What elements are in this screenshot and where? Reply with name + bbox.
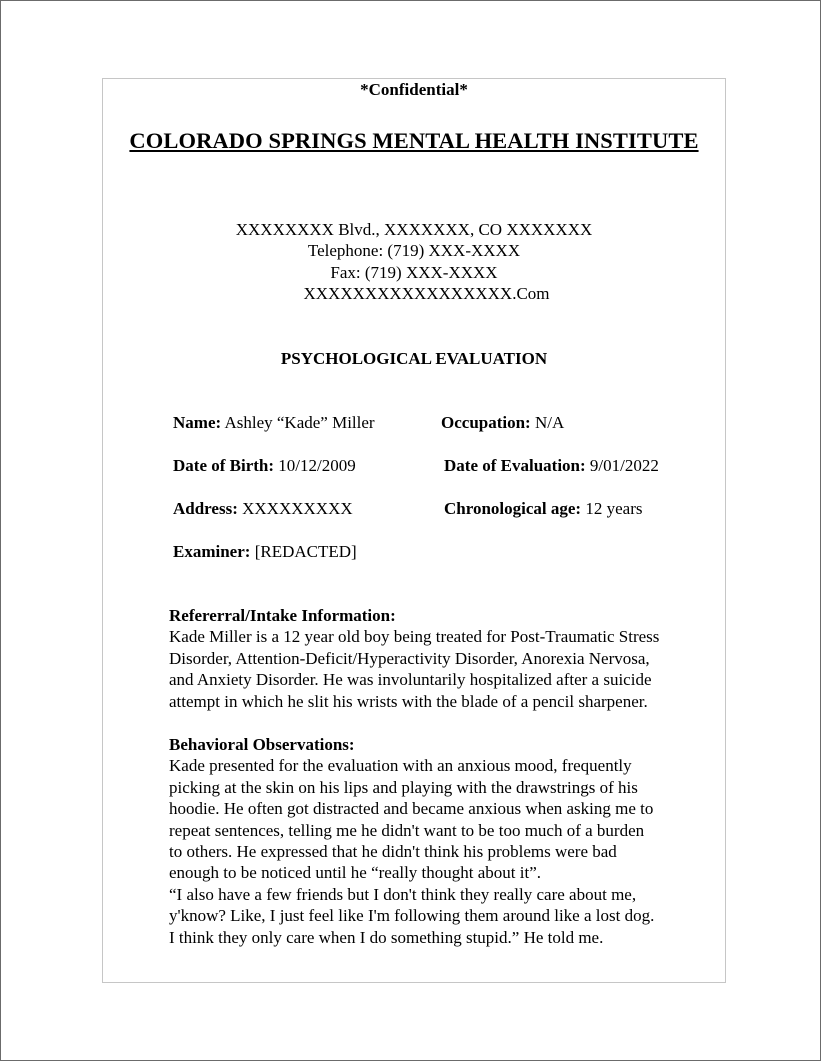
behavioral-line: repeat sentences, telling me he didn't want to be too much of a burden <box>169 820 645 840</box>
behavioral-section <box>169 734 654 948</box>
evaluation-date-label: Date of Evaluation: <box>444 456 586 475</box>
examiner-label: Examiner: <box>173 542 251 561</box>
dob-value: 10/12/2009 <box>278 456 356 475</box>
evaluation-date-field <box>444 456 659 476</box>
behavioral-line: Kade presented for the evaluation with an anxious mood, frequently <box>169 756 632 776</box>
occupation-value: N/A <box>534 413 565 432</box>
dob-field <box>173 456 356 476</box>
evaluation-date-value: 9/01/2022 <box>589 456 659 475</box>
address-line: XXXXXXXX Blvd., XXXXXXX, CO XXXXXXX <box>235 220 593 239</box>
dob-label: Date of Birth: <box>173 456 275 475</box>
address-label: Address: <box>173 499 238 518</box>
referral-line: attempt in which he slit his wrists with the blade of a pencil sharpener. <box>169 691 648 711</box>
confidential-label: *Confidential* <box>360 80 468 99</box>
referral-line: Kade Miller is a 12 year old boy being treated for Post-Traumatic Stress <box>169 627 660 647</box>
institute-name: COLORADO SPRINGS MENTAL HEALTH INSTITUTE <box>129 128 699 153</box>
occupation-label: Occupation: <box>441 413 531 432</box>
document-page <box>102 78 726 983</box>
behavioral-line: enough to be noticed until he “really thought about it”. <box>169 863 542 883</box>
examiner-field <box>173 542 357 562</box>
chronological-age-value: 12 years <box>585 499 643 518</box>
occupation-field <box>441 413 564 433</box>
referral-line: and Anxiety Disorder. He was involuntarily hospitalized after a suicide <box>169 670 652 690</box>
website-line: XXXXXXXXXXXXXXXXX.Com <box>303 284 550 303</box>
name-field <box>173 413 375 433</box>
fax-line: Fax: (719) XXX-XXXX <box>330 263 498 282</box>
behavioral-line: picking at the skin on his lips and playing with the drawstrings of his <box>169 777 638 797</box>
referral-line: Disorder, Attention-Deficit/Hyperactivity Disorder, Anorexia Nervosa, <box>169 648 650 668</box>
referral-section <box>169 605 659 712</box>
behavioral-line: y'know? Like, I just feel like I'm following them around like a lost dog. <box>169 906 655 926</box>
examiner-value: [REDACTED] <box>254 542 357 561</box>
address-value: XXXXXXXXX <box>242 499 353 518</box>
behavioral-line: hoodie. He often got distracted and became anxious when asking me to <box>169 799 654 819</box>
behavioral-line: I think they only care when I do something stupid.” He told me. <box>169 927 604 947</box>
name-value: Ashley “Kade” Miller <box>224 413 375 432</box>
behavioral-line: “I also have a few friends but I don't think they really care about me, <box>169 884 637 904</box>
chronological-age-label: Chronological age: <box>444 499 582 518</box>
chronological-age-field <box>444 499 642 519</box>
behavioral-heading: Behavioral Observations: <box>169 735 355 754</box>
referral-heading: Refererral/Intake Information: <box>169 606 396 625</box>
evaluation-title: PSYCHOLOGICAL EVALUATION <box>280 349 548 368</box>
name-label: Name: <box>173 413 222 432</box>
address-field <box>173 499 353 519</box>
telephone-line: Telephone: (719) XXX-XXXX <box>307 241 521 260</box>
behavioral-line: to others. He expressed that he didn't think his problems were bad <box>169 842 617 862</box>
